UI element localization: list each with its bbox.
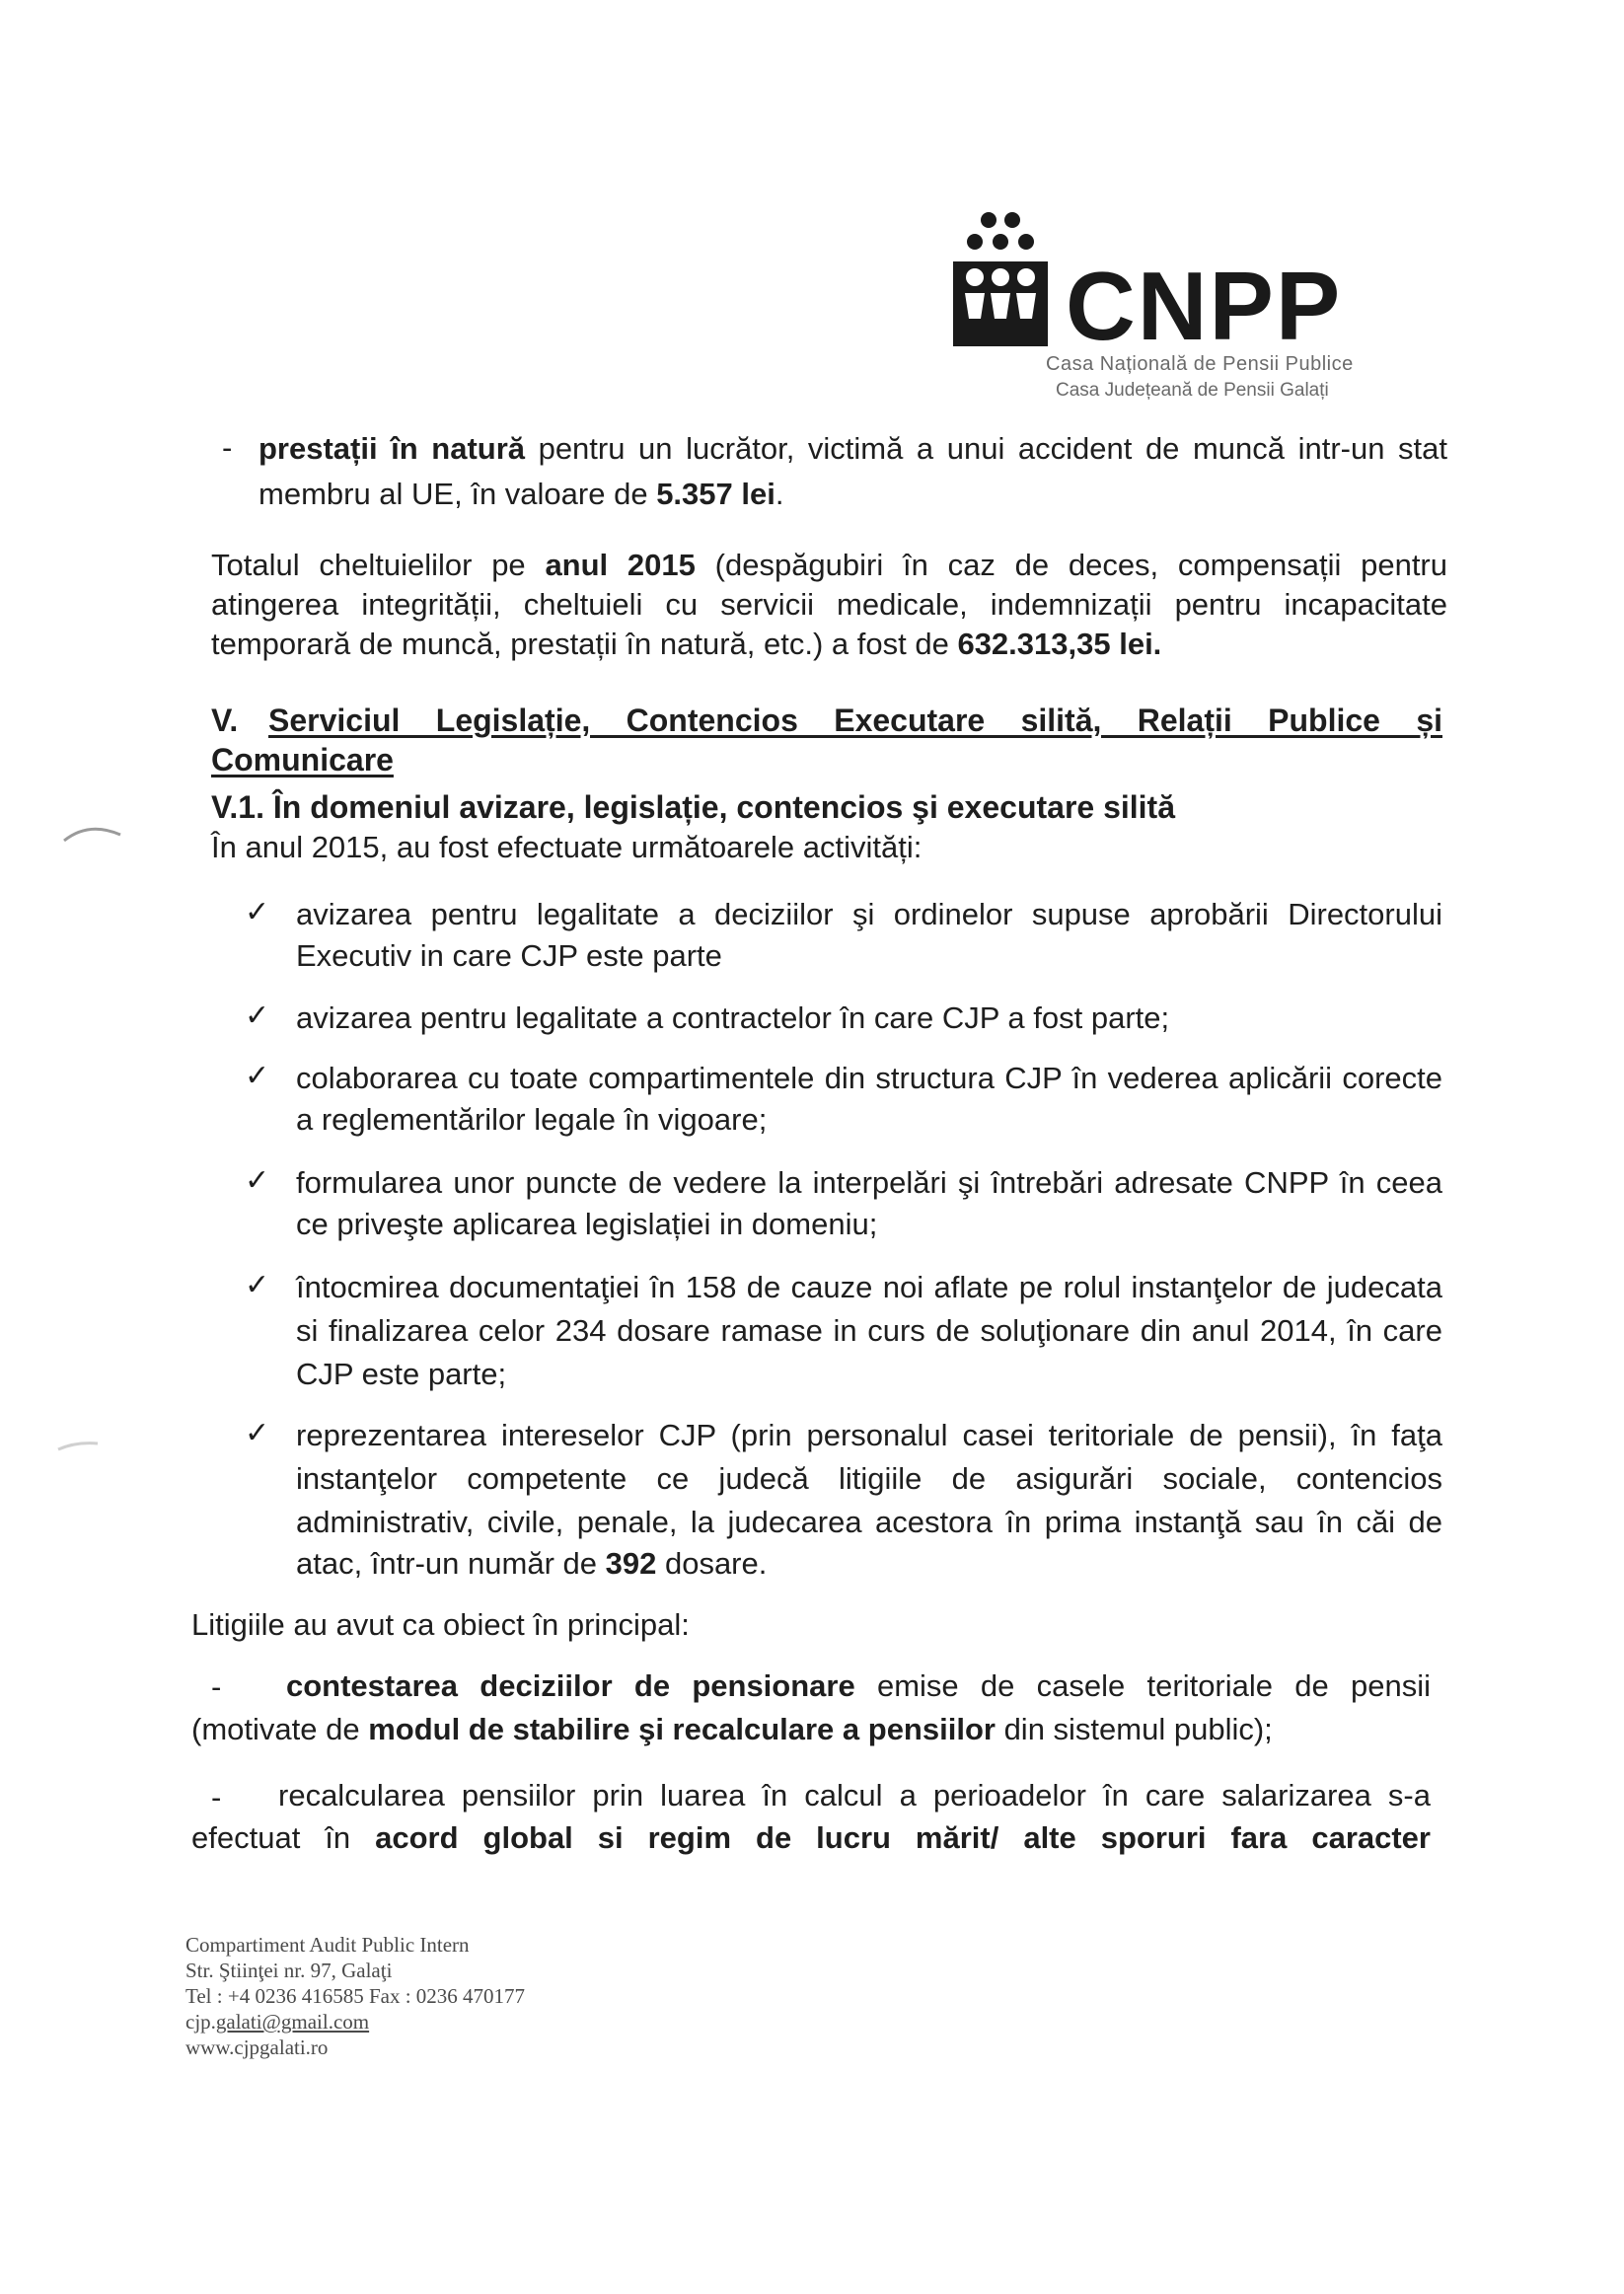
activity-5-line-2: si finalizarea celor 234 dosare ramase in curs de soluţionare din anul 2014, în care xyxy=(296,1313,1442,1348)
total-line-2: atingerea integrității, cheltuieli cu servicii medicale, indemnizații pentru incapacitate xyxy=(211,587,1447,622)
litigii-intro: Litigiile au avut ca obiect în principal: xyxy=(191,1607,690,1642)
litigii-item-1-line-1 xyxy=(286,1664,1431,1709)
list-dash: - xyxy=(211,1780,222,1814)
litigii-item-1-text-2: (motivate de xyxy=(191,1712,369,1746)
total-text: Totalul cheltuielilor pe xyxy=(211,548,546,582)
checkmark-icon: ✓ xyxy=(245,1269,270,1301)
footer-department: Compartiment Audit Public Intern xyxy=(185,1933,470,1957)
list-dash: - xyxy=(211,1669,222,1704)
prestatii-end: . xyxy=(775,477,784,511)
footer-email xyxy=(185,2009,525,2035)
litigii-item-1-end: din sistemul public); xyxy=(995,1712,1273,1746)
litigii-item-1-line-2 xyxy=(191,1707,1273,1752)
litigii-item-2-line-2 xyxy=(191,1815,1431,1861)
prestatii-rest: pentru un lucrător, victimă a unui accident de muncă intr-un stat xyxy=(525,431,1447,466)
section-v1-intro: În anul 2015, au fost efectuate următoarele activități: xyxy=(211,830,923,864)
activity-3-line-1: colaborarea cu toate compartimentele din structura CJP în vederea aplicării corecte xyxy=(296,1061,1442,1095)
prestatii-line-1 xyxy=(258,426,1447,472)
prestatii-bold: prestații în natură xyxy=(258,431,526,466)
section-v-title-2: Comunicare xyxy=(211,742,394,777)
litigii-item-2-line-1: recalcularea pensiilor prin luarea în calcul a perioadelor în care salarizarea s-a xyxy=(278,1778,1431,1813)
logo-name: CNPP xyxy=(1066,252,1343,360)
section-v-number: V. xyxy=(211,703,239,738)
activity-6-line-3: administrativ, civile, penale, la judecarea acestora în prima instanţă sau în căi de xyxy=(296,1505,1442,1539)
prestatii-value: 5.357 lei xyxy=(656,477,775,511)
prestatii-text: membru al UE, în valoare de xyxy=(258,477,657,511)
litigii-item-2-text: efectuat în xyxy=(191,1820,376,1855)
checkmark-icon: ✓ xyxy=(245,999,270,1032)
checkmark-icon: ✓ xyxy=(245,896,270,928)
footer-address: Str. Ştiinţei nr. 97, Galaţi xyxy=(185,1959,393,1982)
list-dash: - xyxy=(222,430,233,465)
activity-4-line-2: ce priveşte aplicarea legislației in domeniu; xyxy=(296,1207,878,1241)
total-value: 632.313,35 lei. xyxy=(957,627,1162,661)
activity-6-count: 392 xyxy=(605,1546,657,1581)
total-text-2: (despăgubiri în caz de deces, compensații pentru xyxy=(695,548,1447,582)
prestatii-line-2 xyxy=(258,472,783,517)
total-text-3: temporară de muncă, prestații în natură, etc.) a fost de xyxy=(211,627,958,661)
activity-6-text: atac, într-un număr de xyxy=(296,1546,606,1581)
activity-1-line-1: avizarea pentru legalitate a deciziilor şi ordinelor supuse aprobării Directorului xyxy=(296,897,1442,931)
activity-6-line-4 xyxy=(296,1541,767,1587)
litigii-item-2-bold: acord global si regim de lucru mărit/ alte sporuri fara caracter xyxy=(375,1820,1431,1855)
section-v-title-line-1 xyxy=(268,699,1442,742)
activity-3-line-2: a reglementărilor legale în vigoare; xyxy=(296,1102,768,1137)
footer-website[interactable]: www.cjpgalati.ro xyxy=(185,2035,329,2059)
activity-4-line-1: formularea unor puncte de vedere la interpelări şi întrebări adresate CNPP în ceea xyxy=(296,1165,1442,1200)
section-v-title: Serviciul Legislație, Contencios Executare silită, Relații Publice și xyxy=(268,703,1442,738)
activity-5-line-3: CJP este parte; xyxy=(296,1357,507,1391)
activity-6-line-1: reprezentarea intereselor CJP (prin personalul casei teritoriale de pensii), în faţa xyxy=(296,1418,1442,1452)
activity-6-line-2: instanţelor competente ce judecă litigiile de asigurări sociale, contencios xyxy=(296,1461,1442,1496)
footer-phone-fax: Tel : +4 0236 416585 Fax : 0236 470177 xyxy=(185,1984,526,2008)
footer-contact xyxy=(185,1932,525,2060)
cnpp-people-logo-icon xyxy=(947,202,1056,350)
scan-mark xyxy=(59,819,128,849)
footer-email-prefix: cjp. xyxy=(185,2010,216,2034)
cnpp-logo xyxy=(947,202,1440,409)
activity-2-line-1: avizarea pentru legalitate a contractelor în care CJP a fost parte; xyxy=(296,1000,1170,1035)
checkmark-icon: ✓ xyxy=(245,1417,270,1449)
logo-subtitle-county: Casa Județeană de Pensii Galați xyxy=(1056,380,1329,401)
total-line-3 xyxy=(211,622,1161,667)
litigii-item-1-bold-2: modul de stabilire şi recalculare a pensiilor xyxy=(368,1712,996,1746)
checkmark-icon: ✓ xyxy=(245,1060,270,1092)
logo-subtitle-national: Casa Națională de Pensii Publice xyxy=(1046,353,1354,375)
total-year: anul 2015 xyxy=(545,548,696,582)
scan-mark xyxy=(54,1436,104,1455)
section-v-title-line-2 xyxy=(211,738,394,781)
activity-5-line-1: întocmirea documentaţiei în 158 de cauze noi aflate pe rolul instanţelor de judecata xyxy=(296,1270,1442,1304)
litigii-item-1-bold: contestarea deciziilor de pensionare xyxy=(286,1668,855,1703)
litigii-item-1-text: emise de casele teritoriale de pensii xyxy=(854,1668,1431,1703)
checkmark-icon: ✓ xyxy=(245,1164,270,1197)
activity-1-line-2: Executiv in care CJP este parte xyxy=(296,938,722,973)
activity-6-end: dosare. xyxy=(656,1546,768,1581)
section-v1-title: V.1. În domeniul avizare, legislație, contencios şi executare silită xyxy=(211,789,1175,825)
footer-email-link[interactable]: galati@gmail.com xyxy=(215,2010,370,2034)
